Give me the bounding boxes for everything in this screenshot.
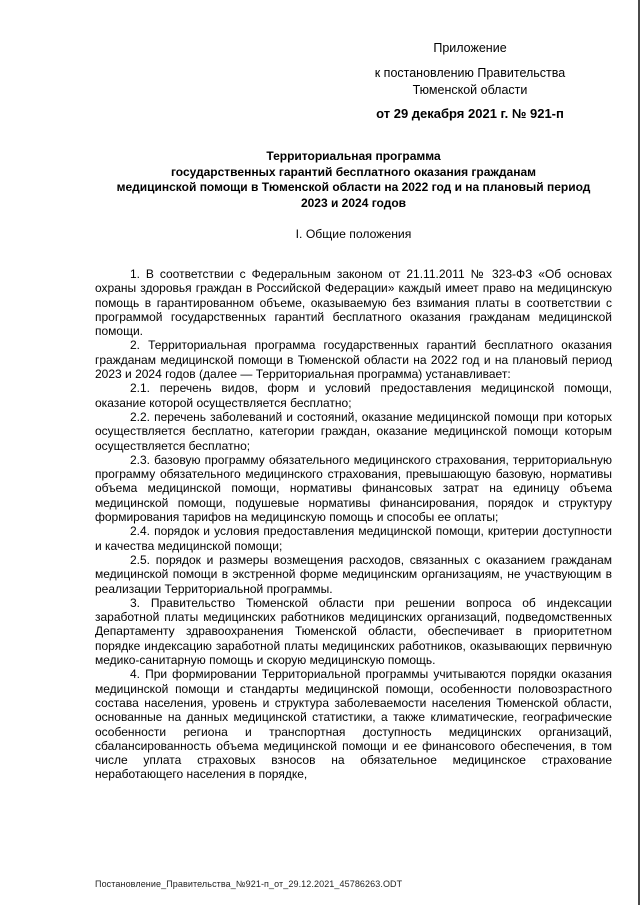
paragraph-2-1: 2.1. перечень видов, форм и условий предоставления медицинской помощи, оказание которой осуществляется бесплатно; (95, 381, 612, 410)
document-title (95, 149, 612, 211)
paragraph-2-5: 2.5. порядок и размеры возмещения расходов, связанных с оказанием гражданам медицинской помощи в экстренной форме медицинским организациям, не участвующим в реализации Территориальной программы. (95, 552, 612, 596)
paragraph-3: 3. Правительство Тюменской области при решении вопроса об индексации заработной платы медицинских работников медицинских организаций, подведомственных Департаменту здравоохранения Тюменской области, обеспечивает в приоритетном порядке индексацию заработной платы медицинских работников, оказывающих первичную медико-санитарную помощь и скорую медицинскую помощь. (95, 595, 612, 668)
paragraph-2: 2. Территориальная программа государственных гарантий бесплатного оказания гражданам медицинской помощи в Тюменской области на 2022 год и на плановый период 2023 и 2024 годов (далее — Территориальная программа) устанавливает: (95, 338, 612, 382)
annex-label: Приложение (433, 41, 507, 55)
title-line: 2023 и 2024 годов (300, 195, 407, 210)
title-line: медицинской помощи в Тюменской области на 2022 год и на плановый период (116, 180, 591, 194)
paragraph-2-2: 2.2. перечень заболеваний и состояний, оказание медицинской помощи при которых осуществляется бесплатно, категории граждан, оказание медицинской помощи которым осуществляется бесплатно; (95, 409, 612, 453)
paragraph-2-4: 2.4. порядок и условия предоставления медицинской помощи, критерии доступности и качества медицинской помощи; (95, 524, 612, 553)
annex-resolution-line: к постановлению Правительства (374, 66, 566, 80)
section-heading: I. Общие положения (295, 227, 412, 241)
annex-date-line: от 29 декабря 2021 г. № 921-п (376, 106, 564, 121)
document-body (95, 267, 612, 782)
footer-filename: Постановление_Правительства_№921-п_от_29.12.2021_45786263.ODT (95, 879, 403, 889)
paragraph-2-3: 2.3. базовую программу обязательного медицинского страхования, территориальную программу обязательного медицинского страхования, превышающую базовую, нормативы объема медицинской помощи, нормативы финансовых затрат на единицу объема медицинской помощи, подушевые нормативы финансирования, порядок и структуру формирования тарифов на медицинскую помощь и способы ее оплаты; (95, 452, 612, 525)
title-line: Территориальная программа (266, 149, 441, 163)
title-line: государственных гарантий бесплатного оказания гражданам (170, 164, 537, 179)
annex-header (330, 40, 610, 122)
paragraph-4: 4. При формировании Территориальной программы учитываются порядки оказания медицинской помощи и стандарты медицинской помощи, особенности половозрастного состава населения, уровень и структура заболеваемости населения Тюменской области, основанные на данных медицинской статистики, а также климатические, географические особенности региона и транспортная доступность медицинских организаций, сбалансированность объема медицинской помощи и ее финансового обеспечения, в том числе уплата страховых взносов на обязательное медицинское страхование неработающего населения в порядке, (95, 667, 612, 782)
paragraph-1: 1. В соответствии с Федеральным законом от 21.11.2011 № 323-ФЗ «Об основах охраны здоровья граждан в Российской Федерации» каждый имеет право на медицинскую помощь в гарантированном объеме, оказываемую без взимания платы в соответствии с программой государственных гарантий бесплатного оказания гражданам медицинской помощи. (95, 267, 612, 339)
annex-region-line: Тюменской области (412, 83, 528, 97)
